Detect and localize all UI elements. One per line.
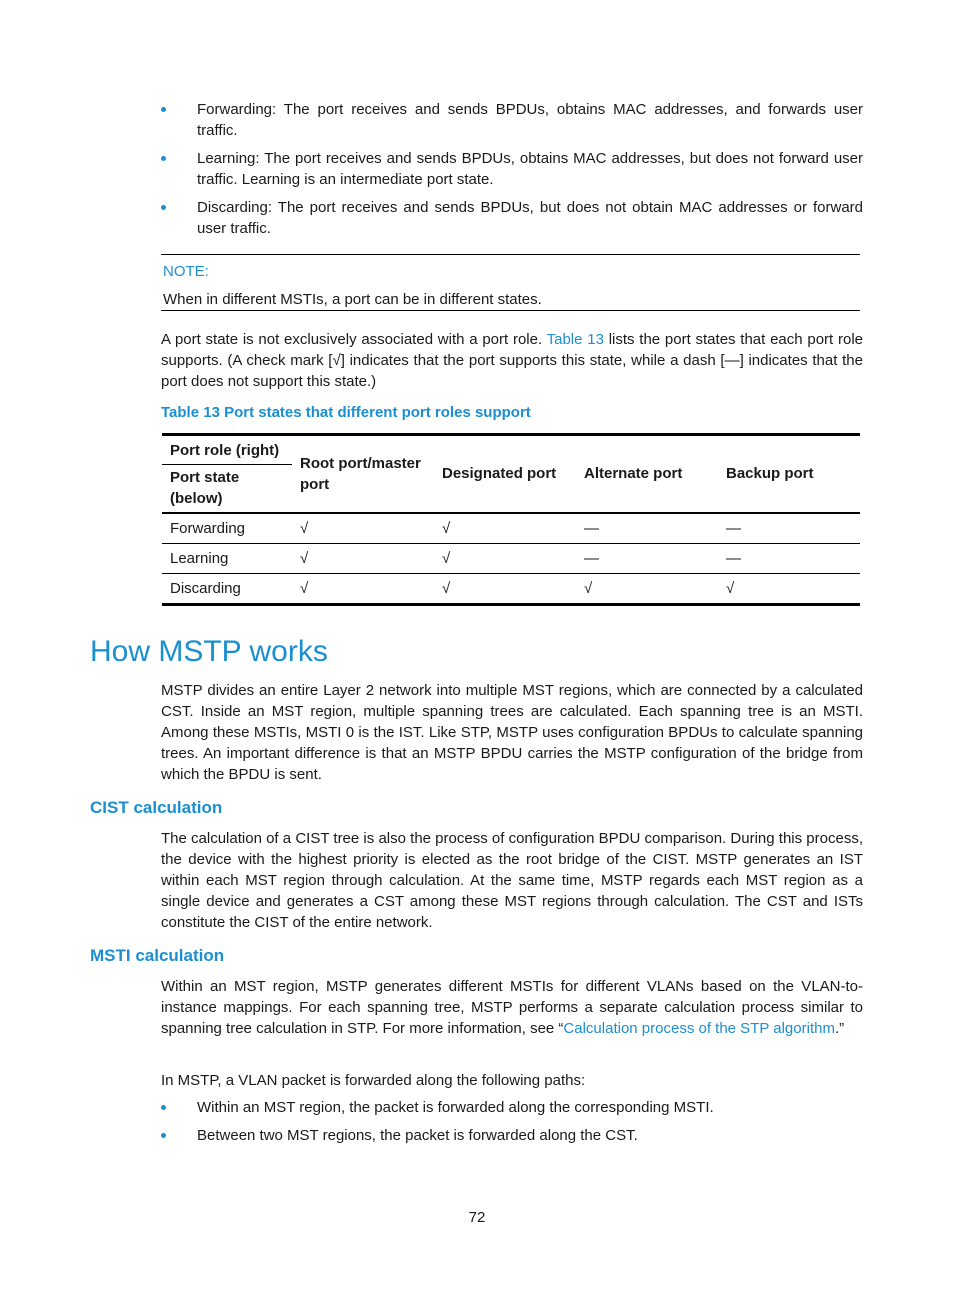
row-label: Forwarding <box>162 513 292 544</box>
port-state-list <box>161 99 863 246</box>
paths-list <box>161 1097 863 1153</box>
table-cell: √ <box>292 573 434 604</box>
list-item: Discarding: The port receives and sends BPDUs, but does not obtain MAC addresses or forward user traffic. <box>161 197 863 239</box>
list-item: Learning: The port receives and sends BPDUs, obtains MAC addresses, but does not forward user traffic. Learning is an intermediate port state. <box>161 148 863 190</box>
bullet-icon <box>161 1133 166 1138</box>
intro-paragraph: A port state is not exclusively associated with a port role. Table 13 lists the port states that each port role supports. (A check mark [√] indicates that the port supports this state, while a dash [—] indicates that the port does not support this state.) <box>161 331 863 390</box>
page-number: 72 <box>468 1209 486 1226</box>
stp-algorithm-link[interactable]: Calculation process of the STP algorithm <box>563 1020 835 1037</box>
msti-heading: MSTI calculation <box>90 946 225 965</box>
table-cell: — <box>718 543 860 573</box>
table-cell: — <box>576 513 718 544</box>
table-cell: — <box>576 543 718 573</box>
table-cell: √ <box>576 573 718 604</box>
table-cell: √ <box>292 543 434 573</box>
list-item: Between two MST regions, the packet is forwarded along the CST. <box>161 1125 863 1146</box>
column-header: Backup port <box>718 435 860 513</box>
cist-paragraph: The calculation of a CIST tree is also the process of configuration BPDU comparison. During this process, the device with the highest priority is elected as the root bridge of the CIST. MSTP generates an IST within each MST region through calculation. At the same time, MSTP regards each MST region as a single device and generates a CST among these MST regions through calculation. The CST and ISTs constitute the CIST of the entire network. <box>161 830 863 931</box>
table-row <box>162 513 860 544</box>
table-cell: √ <box>292 513 434 544</box>
note-box <box>161 254 860 311</box>
table-cell: √ <box>434 543 576 573</box>
mstp-paragraph: MSTP divides an entire Layer 2 network into multiple MST regions, which are connected by a calculated CST. Inside an MST region, multiple spanning trees are calculated. Each spanning tree is an MSTI. Among these MSTIs, MSTI 0 is the IST. Like STP, MSTP uses configuration BPDUs to calculate spanning trees. An important difference is that an MSTP BPDU carries the MSTP configuration of the bridge from which the BPDU is sent. <box>161 682 863 783</box>
bullet-icon <box>161 1105 166 1110</box>
table-row <box>162 543 860 573</box>
table-cell: — <box>718 513 860 544</box>
list-item: Within an MST region, the packet is forwarded along the corresponding MSTI. <box>161 1097 863 1118</box>
row-label: Discarding <box>162 573 292 604</box>
column-header: Alternate port <box>576 435 718 513</box>
table-cell: √ <box>718 573 860 604</box>
table-cell: √ <box>434 573 576 604</box>
port-states-table <box>162 433 860 606</box>
msti-paragraph: Within an MST region, MSTP generates different MSTIs for different VLANs based on the VLAN-to-instance mappings. For each spanning tree, MSTP performs a separate calculation process similar to spanning tree calculation in STP. For more information, see “Calculation process of the STP algorithm.” <box>161 978 863 1037</box>
table-corner-top: Port role (right) <box>162 435 292 465</box>
table-caption: Table 13 Port states that different port roles support <box>161 404 531 421</box>
table-row <box>162 573 860 604</box>
paths-intro: In MSTP, a VLAN packet is forwarded along the following paths: <box>161 1072 586 1089</box>
column-header: Designated port <box>434 435 576 513</box>
bullet-icon <box>161 205 166 210</box>
cist-heading: CIST calculation <box>90 798 223 817</box>
list-item: Forwarding: The port receives and sends BPDUs, obtains MAC addresses, and forwards user traffic. <box>161 99 863 141</box>
note-text: When in different MSTIs, a port can be in different states. <box>163 291 542 308</box>
bullet-icon <box>161 107 166 112</box>
bullet-icon <box>161 156 166 161</box>
column-header: Root port/master port <box>292 435 434 513</box>
note-label: NOTE: <box>163 263 209 280</box>
table-cell: √ <box>434 513 576 544</box>
row-label: Learning <box>162 543 292 573</box>
section-title: How MSTP works <box>90 635 328 668</box>
table-13-link[interactable]: Table 13 <box>546 331 604 348</box>
table-corner-bottom: Port state (below) <box>162 465 292 513</box>
